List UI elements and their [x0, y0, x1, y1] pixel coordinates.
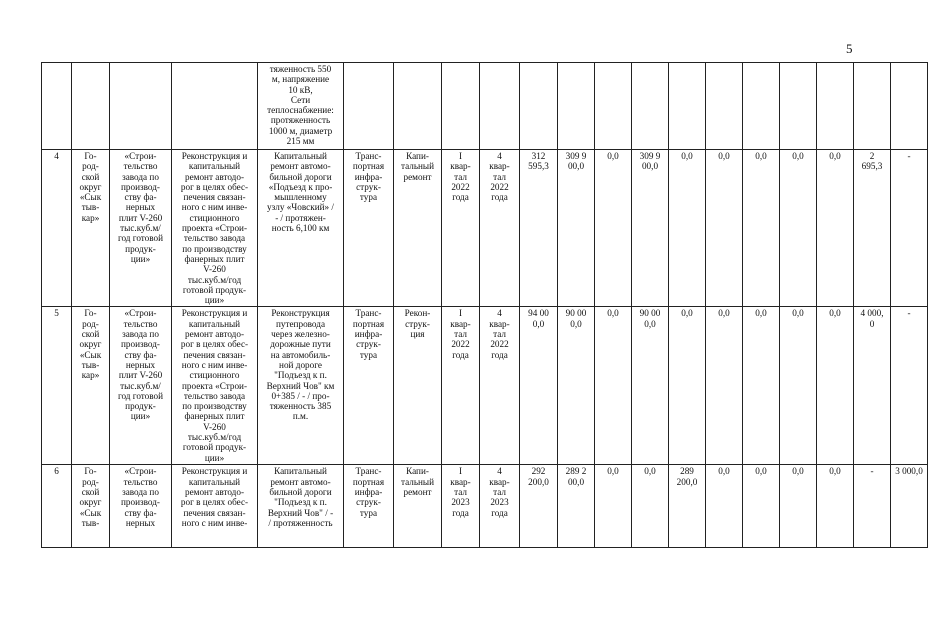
cell-federal [558, 63, 595, 150]
cell-start: I квар- тал 2022 года [442, 150, 480, 307]
cell-local-b [743, 63, 780, 150]
cell-regional-c: 0,0 [669, 307, 706, 465]
cell-local-d: 0,0 [817, 465, 854, 548]
cell-total: 94 00 0,0 [520, 307, 558, 465]
cell-extra-b [891, 63, 928, 150]
cell-extra-a [854, 63, 891, 150]
cell-work-type [394, 63, 442, 150]
cell-regional-a: 0,0 [595, 465, 632, 548]
cell-activity [172, 63, 258, 150]
cell-regional-c [669, 63, 706, 150]
cell-start [442, 63, 480, 150]
cell-no: 5 [42, 307, 72, 465]
cell-extra-a: 2 695,3 [854, 150, 891, 307]
cell-sphere: Транс- портная инфра- струк- тура [344, 150, 394, 307]
cell-no: 6 [42, 465, 72, 548]
cell-district: Го- род- ской округ «Сык тыв- кар» [72, 307, 110, 465]
cell-total: 312 595,3 [520, 150, 558, 307]
cell-object: Реконструкция путепровода через железно- дорожные пути на автомобиль- ной дороге "Подъезд к п. Верхний Чов" км 0+385 / - / про- тяженность 385 п.м. [258, 307, 344, 465]
cell-federal: 309 9 00,0 [558, 150, 595, 307]
cell-local-c: 0,0 [780, 150, 817, 307]
cell-end [480, 63, 520, 150]
cell-local-a: 0,0 [706, 150, 743, 307]
cell-sphere [344, 63, 394, 150]
table-row [42, 63, 928, 150]
cell-work-type: Капи- тальный ремонт [394, 465, 442, 548]
cell-district [72, 63, 110, 150]
cell-local-a: 0,0 [706, 307, 743, 465]
cell-start: I квар- тал 2022 года [442, 307, 480, 465]
cell-project [110, 63, 172, 150]
cell-end: 4 квар- тал 2023 года [480, 465, 520, 548]
investment-projects-table [41, 62, 928, 548]
cell-federal: 90 00 0,0 [558, 307, 595, 465]
cell-total: 292 200,0 [520, 465, 558, 548]
cell-start: I квар- тал 2023 года [442, 465, 480, 548]
table-row [42, 465, 928, 548]
table-row [42, 150, 928, 307]
cell-regional-b: 309 9 00,0 [632, 150, 669, 307]
table-row [42, 307, 928, 465]
cell-project: «Строи- тельство завода по производ- ству фа- нерных плит V-260 тыс.куб.м/ год готовой продук- ции» [110, 150, 172, 307]
cell-object: Капитальный ремонт автомо- бильной дороги «Подъезд к про- мышленному узлу «Човский» / - / протяжен- ность 6,100 км [258, 150, 344, 307]
cell-work-type: Капи- тальный ремонт [394, 150, 442, 307]
cell-federal: 289 2 00,0 [558, 465, 595, 548]
cell-regional-c: 0,0 [669, 150, 706, 307]
cell-sphere: Транс- портная инфра- струк- тура [344, 307, 394, 465]
cell-local-d: 0,0 [817, 307, 854, 465]
cell-sphere: Транс- портная инфра- струк- тура [344, 465, 394, 548]
cell-extra-b: 3 000,0 [891, 465, 928, 548]
cell-regional-a [595, 63, 632, 150]
cell-district: Го- род- ской округ «Сык тыв- кар» [72, 150, 110, 307]
cell-regional-b: 0,0 [632, 465, 669, 548]
cell-district: Го- род- ской округ «Сык тыв- [72, 465, 110, 548]
cell-end: 4 квар- тал 2022 года [480, 150, 520, 307]
cell-end: 4 квар- тал 2022 года [480, 307, 520, 465]
cell-local-a: 0,0 [706, 465, 743, 548]
cell-activity: Реконструкция и капитальный ремонт автодо- рог в целях обес- печения связан- ного с ним инве- стиционного проекта «Строи- тельство завода по производству фанерных плит V-260 тыс.куб.м/год готовой продук- ции» [172, 307, 258, 465]
cell-extra-a: 4 000, 0 [854, 307, 891, 465]
cell-local-b: 0,0 [743, 465, 780, 548]
cell-local-c: 0,0 [780, 465, 817, 548]
page-number: 5 [846, 41, 853, 56]
cell-regional-a: 0,0 [595, 150, 632, 307]
cell-object: тяженность 550 м, напряжение 10 кВ, Сети теплоснабжение: протяженность 1000 м, диаметр 215 мм [258, 63, 344, 150]
cell-local-b: 0,0 [743, 150, 780, 307]
cell-project: «Строи- тельство завода по производ- ству фа- нерных плит V-260 тыс.куб.м/ год готовой продук- ции» [110, 307, 172, 465]
cell-extra-a: - [854, 465, 891, 548]
cell-local-a [706, 63, 743, 150]
cell-local-c: 0,0 [780, 307, 817, 465]
cell-work-type: Рекон- струк- ция [394, 307, 442, 465]
cell-object: Капитальный ремонт автомо- бильной дороги "Подъезд к п. Верхний Чов" / - / протяженность [258, 465, 344, 548]
cell-no: 4 [42, 150, 72, 307]
cell-total [520, 63, 558, 150]
cell-local-d: 0,0 [817, 150, 854, 307]
cell-regional-b: 90 00 0,0 [632, 307, 669, 465]
cell-regional-a: 0,0 [595, 307, 632, 465]
cell-activity: Реконструкция и капитальный ремонт автодо- рог в целях обес- печения связан- ного с ним инве- [172, 465, 258, 548]
cell-extra-b: - [891, 150, 928, 307]
cell-project: «Строи- тельство завода по производ- ству фа- нерных [110, 465, 172, 548]
cell-no [42, 63, 72, 150]
cell-regional-b [632, 63, 669, 150]
cell-regional-c: 289 200,0 [669, 465, 706, 548]
cell-local-d [817, 63, 854, 150]
cell-local-c [780, 63, 817, 150]
cell-extra-b: - [891, 307, 928, 465]
cell-local-b: 0,0 [743, 307, 780, 465]
cell-activity: Реконструкция и капитальный ремонт автодо- рог в целях обес- печения связан- ного с ним инве- стиционного проекта «Строи- тельство завода по производству фанерных плит V-260 тыс.куб.м/год готовой продук- ции» [172, 150, 258, 307]
